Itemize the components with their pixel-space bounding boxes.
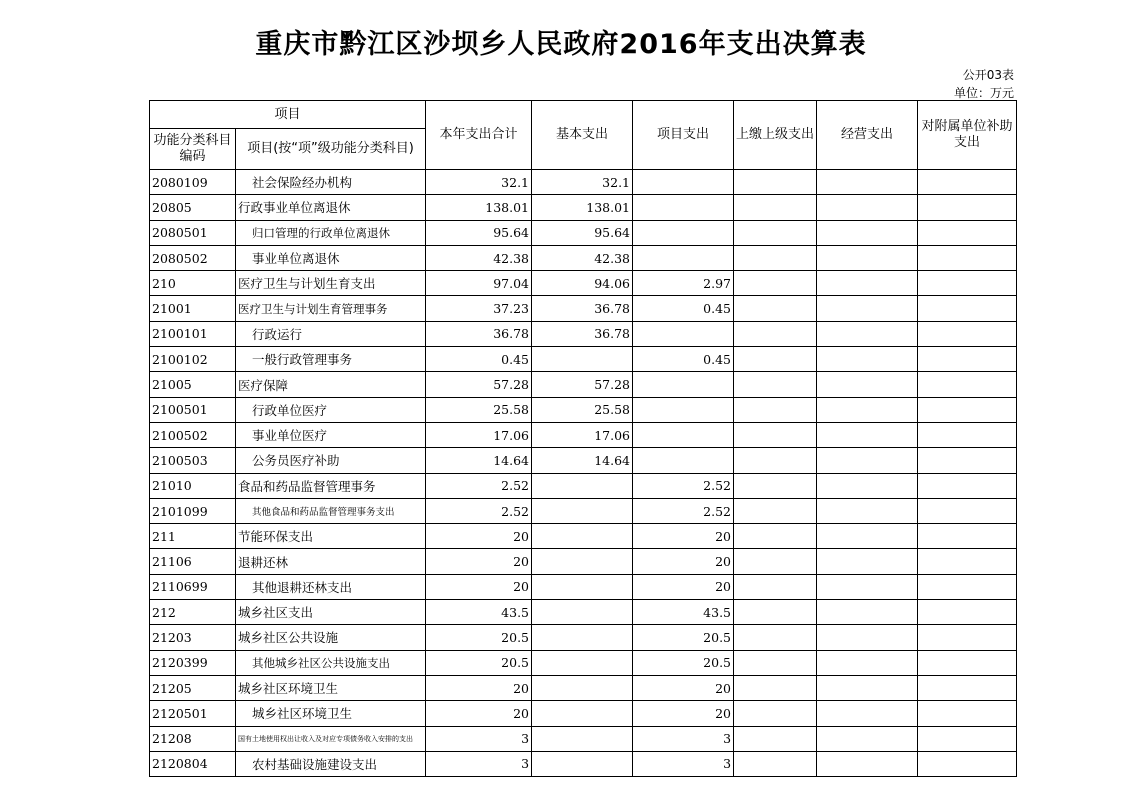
table-row [150,296,1017,321]
row-upper [734,625,817,650]
row-subsidy [918,473,1017,498]
row-business [817,321,918,346]
table-row [150,549,1017,574]
row-name: 其他退耕还林支出 [236,574,426,599]
row-basic [532,625,633,650]
row-upper [734,372,817,397]
row-code: 21010 [150,473,236,498]
row-upper [734,549,817,574]
row-project-expense: 2.52 [633,473,734,498]
table-row [150,650,1017,675]
row-basic: 36.78 [532,321,633,346]
row-business [817,549,918,574]
row-business [817,170,918,195]
row-total: 17.06 [426,422,532,447]
row-project-expense [633,422,734,447]
row-name: 城乡社区公共设施 [236,625,426,650]
row-subsidy [918,625,1017,650]
row-upper [734,220,817,245]
row-project-expense: 20.5 [633,650,734,675]
row-basic [532,726,633,751]
row-project-expense [633,321,734,346]
row-name: 国有土地使用权出让收入及对应专项债务收入安排的支出 [236,726,426,751]
table-id: 公开03表 [962,68,1014,82]
row-basic [532,498,633,523]
table-row [150,751,1017,776]
expenditure-table [149,100,1017,777]
table-row [150,473,1017,498]
row-basic: 25.58 [532,397,633,422]
row-code: 2100501 [150,397,236,422]
row-name: 食品和药品监督管理事务 [236,473,426,498]
row-subsidy [918,321,1017,346]
row-total: 95.64 [426,220,532,245]
row-upper [734,675,817,700]
row-project-expense: 20 [633,574,734,599]
row-subsidy [918,650,1017,675]
row-subsidy [918,271,1017,296]
row-total: 0.45 [426,347,532,372]
row-business [817,372,918,397]
row-code: 21203 [150,625,236,650]
page-title: 重庆市黔江区沙坝乡人民政府2016年支出决算表 [255,29,867,60]
row-code: 2101099 [150,498,236,523]
header-name: 项目(按“项”级功能分类科目) [236,129,426,170]
row-upper [734,321,817,346]
row-total: 3 [426,751,532,776]
row-total: 20.5 [426,625,532,650]
row-project-expense: 20 [633,701,734,726]
row-upper [734,271,817,296]
row-project-expense: 3 [633,726,734,751]
row-basic: 17.06 [532,422,633,447]
row-name: 归口管理的行政单位离退休 [236,220,426,245]
row-basic [532,600,633,625]
row-basic [532,524,633,549]
table-row [150,347,1017,372]
row-code: 2110699 [150,574,236,599]
row-business [817,347,918,372]
header-basic: 基本支出 [532,101,633,170]
row-upper [734,170,817,195]
row-name: 退耕还林 [236,549,426,574]
row-basic: 95.64 [532,220,633,245]
row-business [817,600,918,625]
row-subsidy [918,220,1017,245]
row-project-expense: 3 [633,751,734,776]
row-project-expense: 2.97 [633,271,734,296]
row-subsidy [918,726,1017,751]
row-name: 社会保险经办机构 [236,170,426,195]
row-basic [532,650,633,675]
row-project-expense [633,170,734,195]
table-row [150,524,1017,549]
row-upper [734,498,817,523]
row-project-expense [633,372,734,397]
table-row [150,245,1017,270]
row-business [817,524,918,549]
row-basic [532,574,633,599]
row-total: 57.28 [426,372,532,397]
row-upper [734,397,817,422]
row-code: 211 [150,524,236,549]
row-total: 36.78 [426,321,532,346]
row-name: 其他食品和药品监督管理事务支出 [236,498,426,523]
row-basic: 57.28 [532,372,633,397]
row-total: 3 [426,726,532,751]
row-subsidy [918,701,1017,726]
row-name: 医疗保障 [236,372,426,397]
row-upper [734,473,817,498]
row-subsidy [918,245,1017,270]
row-basic: 42.38 [532,245,633,270]
row-code: 2100503 [150,448,236,473]
row-total: 138.01 [426,195,532,220]
row-name: 行政单位医疗 [236,397,426,422]
row-total: 42.38 [426,245,532,270]
row-subsidy [918,170,1017,195]
row-name: 城乡社区支出 [236,600,426,625]
row-upper [734,245,817,270]
header-project-expense: 项目支出 [633,101,734,170]
row-name: 事业单位医疗 [236,422,426,447]
header-business: 经营支出 [817,101,918,170]
row-code: 21205 [150,675,236,700]
row-code: 2120804 [150,751,236,776]
row-code: 2100101 [150,321,236,346]
row-total: 20 [426,675,532,700]
row-project-expense: 2.52 [633,498,734,523]
row-upper [734,751,817,776]
table-row [150,372,1017,397]
row-business [817,650,918,675]
row-business [817,701,918,726]
row-business [817,726,918,751]
row-code: 21005 [150,372,236,397]
table-row [150,675,1017,700]
row-basic [532,701,633,726]
row-business [817,422,918,447]
row-basic: 138.01 [532,195,633,220]
row-basic [532,347,633,372]
row-basic [532,473,633,498]
row-subsidy [918,549,1017,574]
row-subsidy [918,397,1017,422]
row-subsidy [918,296,1017,321]
row-business [817,271,918,296]
row-code: 21001 [150,296,236,321]
row-name: 医疗卫生与计划生育管理事务 [236,296,426,321]
row-business [817,574,918,599]
row-code: 21208 [150,726,236,751]
row-upper [734,195,817,220]
row-name: 城乡社区环境卫生 [236,675,426,700]
row-basic [532,675,633,700]
row-total: 97.04 [426,271,532,296]
row-business [817,473,918,498]
row-subsidy [918,675,1017,700]
row-business [817,245,918,270]
row-subsidy [918,422,1017,447]
table-row [150,397,1017,422]
row-total: 2.52 [426,498,532,523]
row-project-expense [633,195,734,220]
row-subsidy [918,372,1017,397]
row-code: 2120501 [150,701,236,726]
table-row [150,195,1017,220]
row-basic: 36.78 [532,296,633,321]
row-business [817,751,918,776]
header-project: 项目 [150,101,426,129]
row-total: 43.5 [426,600,532,625]
row-total: 20 [426,574,532,599]
header-code: 功能分类科目编码 [150,129,236,170]
table-row [150,170,1017,195]
row-basic: 32.1 [532,170,633,195]
row-project-expense: 0.45 [633,347,734,372]
row-project-expense: 20 [633,675,734,700]
table-row [150,625,1017,650]
row-name: 行政事业单位离退休 [236,195,426,220]
table-row [150,701,1017,726]
row-subsidy [918,448,1017,473]
table-row [150,600,1017,625]
row-total: 37.23 [426,296,532,321]
row-upper [734,701,817,726]
row-upper [734,347,817,372]
table-row [150,726,1017,751]
row-code: 2080502 [150,245,236,270]
row-code: 2080501 [150,220,236,245]
table-row [150,271,1017,296]
row-basic [532,751,633,776]
row-basic: 14.64 [532,448,633,473]
row-code: 2120399 [150,650,236,675]
row-project-expense [633,220,734,245]
row-business [817,675,918,700]
row-project-expense [633,397,734,422]
row-basic: 94.06 [532,271,633,296]
row-name: 一般行政管理事务 [236,347,426,372]
row-name: 其他城乡社区公共设施支出 [236,650,426,675]
row-total: 20.5 [426,650,532,675]
row-name: 公务员医疗补助 [236,448,426,473]
row-code: 2100502 [150,422,236,447]
row-code: 21106 [150,549,236,574]
row-name: 城乡社区环境卫生 [236,701,426,726]
row-subsidy [918,347,1017,372]
row-subsidy [918,751,1017,776]
row-total: 32.1 [426,170,532,195]
row-upper [734,296,817,321]
row-upper [734,574,817,599]
header-total: 本年支出合计 [426,101,532,170]
row-total: 25.58 [426,397,532,422]
row-code: 20805 [150,195,236,220]
row-name: 行政运行 [236,321,426,346]
row-subsidy [918,195,1017,220]
table-body [150,170,1017,777]
unit-label: 单位：万元 [953,86,1014,100]
row-name: 节能环保支出 [236,524,426,549]
row-code: 2100102 [150,347,236,372]
header-upper: 上缴上级支出 [734,101,817,170]
row-total: 20 [426,701,532,726]
row-subsidy [918,498,1017,523]
row-name: 农村基础设施建设支出 [236,751,426,776]
row-code: 2080109 [150,170,236,195]
row-subsidy [918,574,1017,599]
row-project-expense: 20.5 [633,625,734,650]
row-total: 20 [426,524,532,549]
row-project-expense: 43.5 [633,600,734,625]
row-total: 2.52 [426,473,532,498]
row-code: 212 [150,600,236,625]
table-row [150,422,1017,447]
row-total: 14.64 [426,448,532,473]
row-business [817,220,918,245]
row-project-expense: 0.45 [633,296,734,321]
table-row [150,574,1017,599]
row-upper [734,422,817,447]
row-name: 医疗卫生与计划生育支出 [236,271,426,296]
row-business [817,195,918,220]
row-upper [734,600,817,625]
row-basic [532,549,633,574]
header-subsidy: 对附属单位补助支出 [918,101,1017,170]
row-project-expense: 20 [633,549,734,574]
row-upper [734,726,817,751]
row-upper [734,448,817,473]
row-code: 210 [150,271,236,296]
table-row [150,220,1017,245]
row-business [817,397,918,422]
row-project-expense [633,448,734,473]
table-row [150,448,1017,473]
row-project-expense [633,245,734,270]
row-name: 事业单位离退休 [236,245,426,270]
table-row [150,498,1017,523]
row-upper [734,524,817,549]
row-total: 20 [426,549,532,574]
table-row [150,321,1017,346]
row-subsidy [918,524,1017,549]
row-subsidy [918,600,1017,625]
row-business [817,625,918,650]
row-upper [734,650,817,675]
row-business [817,296,918,321]
row-business [817,448,918,473]
row-project-expense: 20 [633,524,734,549]
row-business [817,498,918,523]
